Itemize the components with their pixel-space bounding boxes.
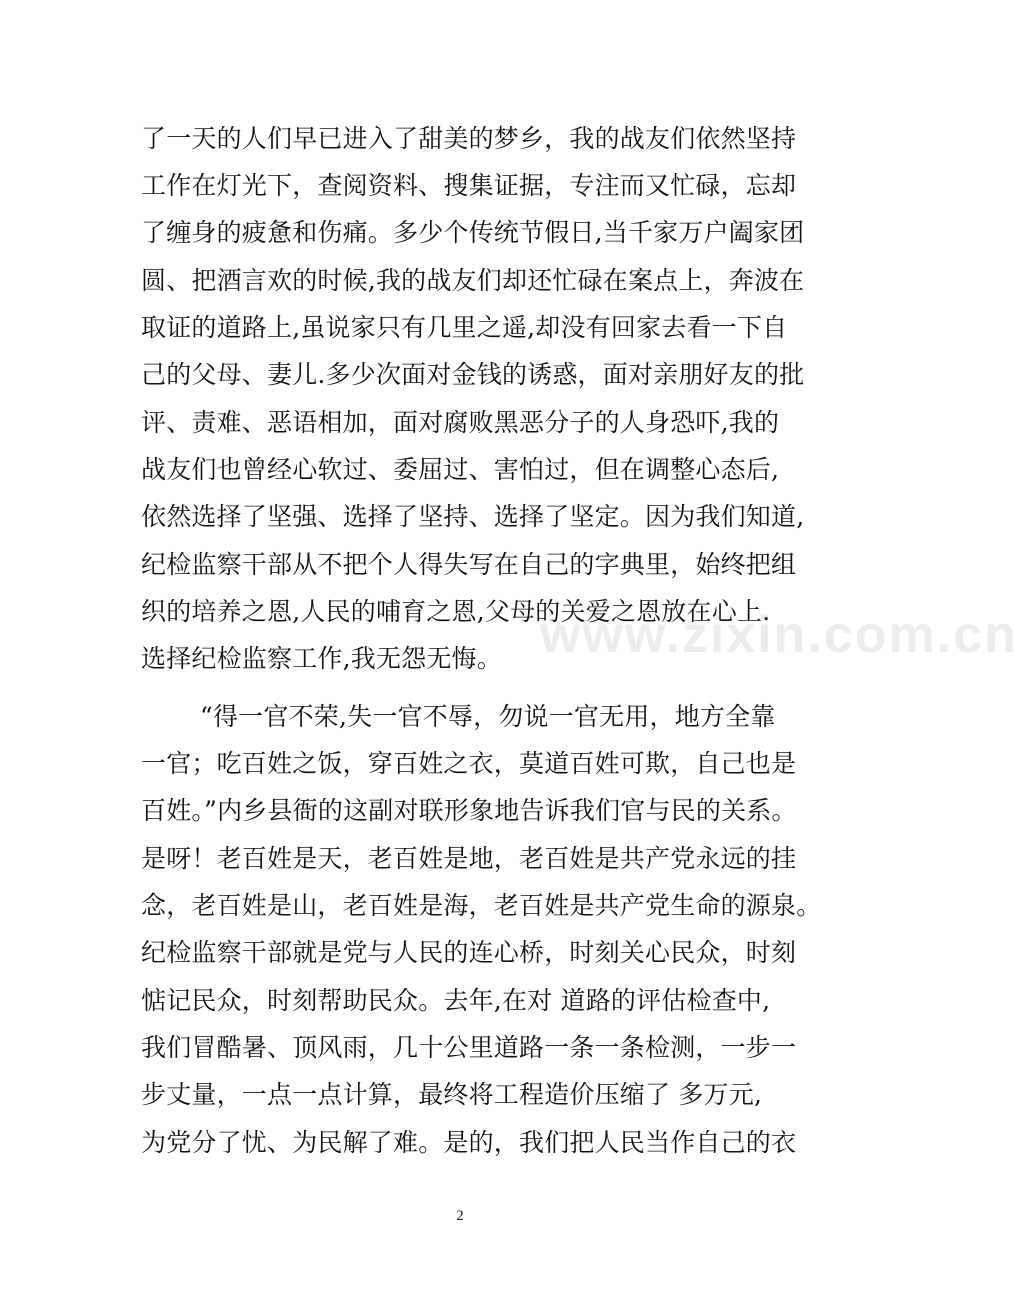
text-line: 工作在灯光下，查阅资料、搜集证据，专注而又忙碌，忘却 [141,171,797,200]
text-line: 评、责难、恶语相加，面对腐败黑恶分子的人身恐吓,我的 [141,408,780,437]
text-line: 选择纪检监察工作,我无怨无悔。 [141,644,502,673]
text-line: 百姓。”内乡县衙的这副对联形象地告诉我们官与民的关系。 [141,796,797,825]
text-line: 是呀！老百姓是天，老百姓是地，老百姓是共产党永远的挂 [141,844,797,873]
text-line: 织的培养之恩,人民的哺育之恩,父母的关爱之恩放在心上. [141,597,771,626]
text-line: 惦记民众，时刻帮助民众。去年,在对 道路的评估检查中, [141,986,771,1015]
text-line: 纪检监察干部就是党与人民的连心桥，时刻关心民众，时刻 [141,938,797,967]
watermark: www.zixin.com.cn [540,606,1018,664]
text-line: “得一官不荣,失一官不辱，勿说一官无用，地方全靠 [200,702,776,731]
text-line: 念，老百姓是山，老百姓是海，老百姓是共产党生命的源泉。 [141,891,822,920]
text-line: 步丈量，一点一点计算，最终将工程造价压缩了 多万元, [141,1080,763,1109]
page-number: 2 [456,1208,464,1224]
text-line: 战友们也曾经心软过、委屈过、害怕过，但在调整心态后, [141,455,780,484]
text-line: 了一天的人们早已进入了甜美的梦乡，我的战友们依然坚持 [141,124,797,153]
text-line: 我们冒酷暑、顶风雨，几十公里道路一条一条检测，一步一 [141,1033,797,1062]
text-line: 为党分了忧、为民解了难。是的，我们把人民当作自己的衣 [141,1128,797,1157]
text-line: 依然选择了坚强、选择了坚持、选择了坚定。因为我们知道, [141,502,805,531]
text-line: 纪检监察干部从不把个人得失写在自己的字典里，始终把组 [141,550,797,579]
text-line: 己的父母、妻儿.多少次面对金钱的诱惑，面对亲朋好友的批 [141,360,805,389]
text-line: 一官；吃百姓之饭，穿百姓之衣，莫道百姓可欺，自己也是 [141,749,797,778]
text-line: 取证的道路上,虽说家只有几里之遥,却没有回家去看一下自 [141,313,788,342]
text-line: 圆、把酒言欢的时候,我的战友们却还忙碌在案点上，奔波在 [141,266,805,295]
text-line: 了缠身的疲惫和伤痛。多少个传统节假日,当千家万户阖家团 [141,218,805,247]
